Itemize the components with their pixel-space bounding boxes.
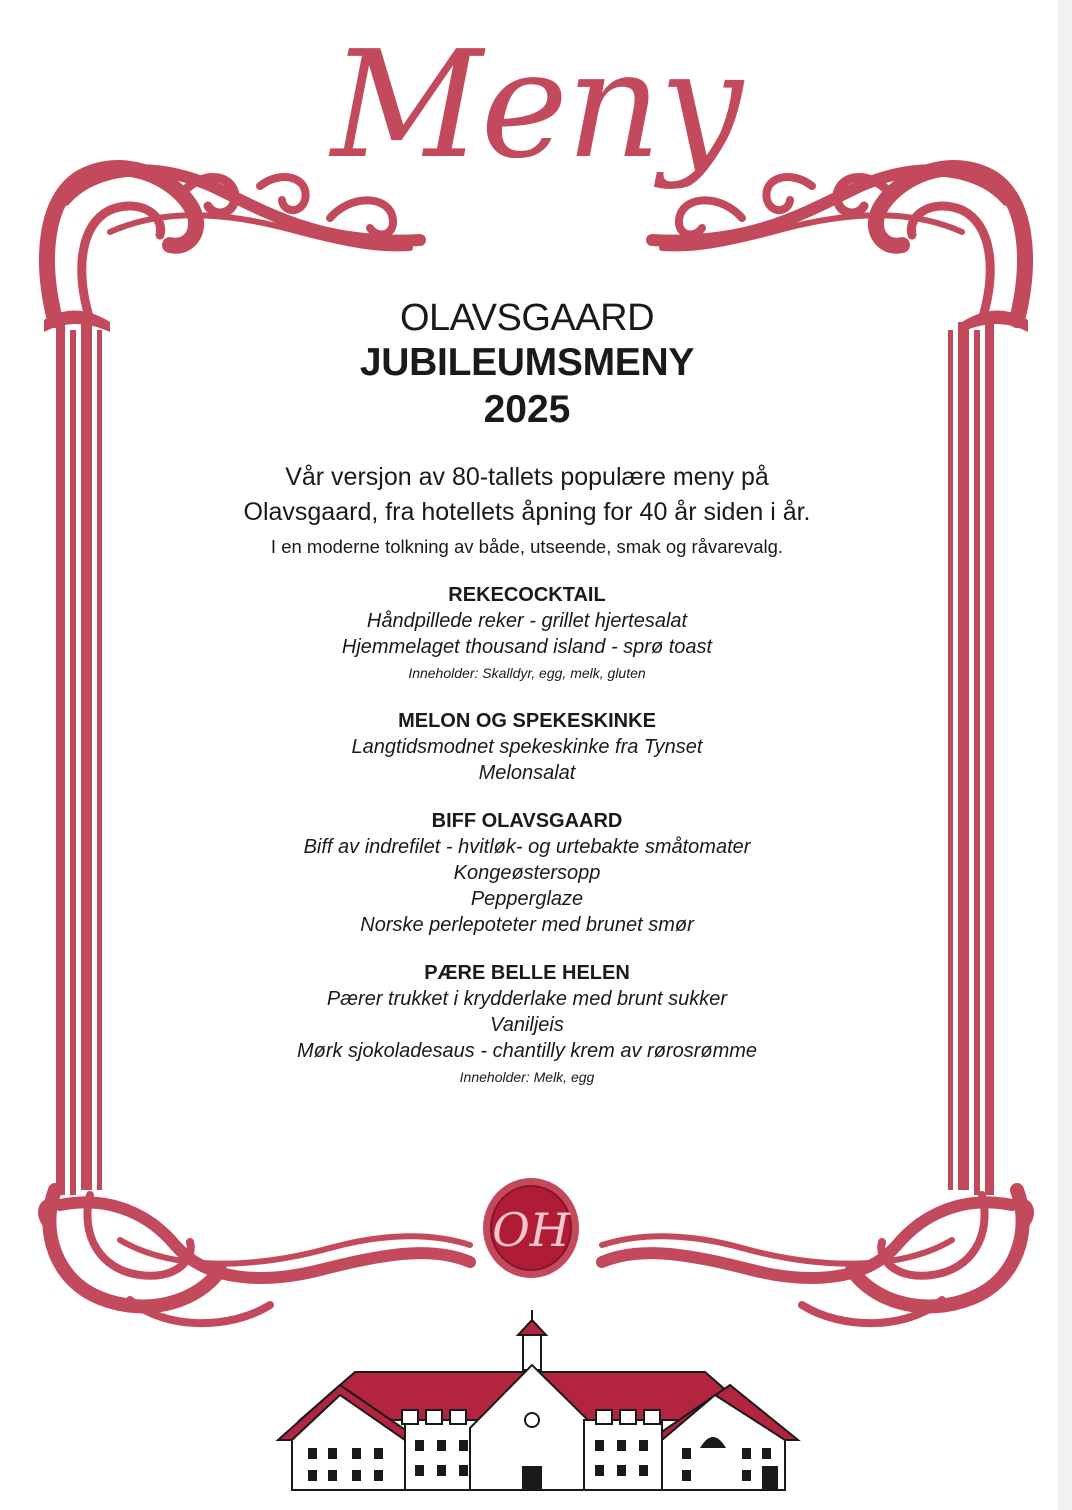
- course-name: BIFF OLAVSGAARD: [431, 810, 623, 832]
- course-description: Pepperglaze: [470, 888, 584, 910]
- bottom-right-scroll: [602, 1190, 1030, 1323]
- menu-year: 2025: [483, 388, 571, 431]
- monogram-seal: [483, 1178, 579, 1278]
- course-description: Pærer trukket i krydderlake med brunt sukker: [326, 988, 728, 1010]
- intro-text: [160, 460, 894, 530]
- course-name: PÆRE BELLE HELEN: [424, 962, 630, 984]
- course-melon-og-spekeskinke: [160, 708, 894, 786]
- course-name: MELON OG SPEKESKINKE: [398, 710, 656, 732]
- course-biff-olavsgaard: [160, 808, 894, 938]
- intro-line: Olavsgaard, fra hotellets åpning for 40 år siden i år.: [243, 498, 811, 526]
- course-rekecocktail: [160, 582, 894, 686]
- course-description: Melonsalat: [478, 762, 576, 784]
- course-description: Hjemmelaget thousand island - sprø toast: [341, 636, 713, 658]
- monogram-text: OH: [492, 1203, 570, 1257]
- course-name: REKECOCKTAIL: [448, 584, 606, 606]
- hotel-name: OLAVSGAARD: [399, 297, 655, 339]
- course-description: Biff av indrefilet - hvitløk- og urtebakte småtomater: [303, 836, 751, 858]
- course-description: Vaniljeis: [490, 1014, 564, 1036]
- script-title-meny: Meny: [330, 19, 742, 191]
- allergen-note: Inneholder: Skalldyr, egg, melk, gluten: [408, 665, 646, 681]
- course-paere-belle-helen: [160, 960, 894, 1090]
- intro-line: Vår versjon av 80-tallets populære meny på: [285, 463, 769, 491]
- course-description: Mørk sjokoladesaus - chantilly krem av rørosrømme: [296, 1040, 758, 1062]
- course-description: Langtidsmodnet spekeskinke fra Tynset: [351, 736, 703, 758]
- menu-content: [160, 296, 894, 1090]
- allergen-note: Inneholder: Melk, egg: [459, 1069, 595, 1085]
- left-pillar: [56, 315, 102, 1195]
- intro-subline: I en moderne tolkning av både, utseende, smak og råvarevalg.: [270, 536, 784, 557]
- hotel-illustration: [278, 1310, 798, 1490]
- bottom-left-scroll: [42, 1190, 470, 1323]
- course-description: Kongeøstersopp: [453, 862, 601, 884]
- menu-title: JUBILEUMSMENY: [359, 341, 695, 384]
- right-pillar: [948, 315, 994, 1195]
- course-description: Håndpillede reker - grillet hjertesalat: [366, 610, 688, 632]
- course-description: Norske perlepoteter med brunet smør: [360, 914, 694, 936]
